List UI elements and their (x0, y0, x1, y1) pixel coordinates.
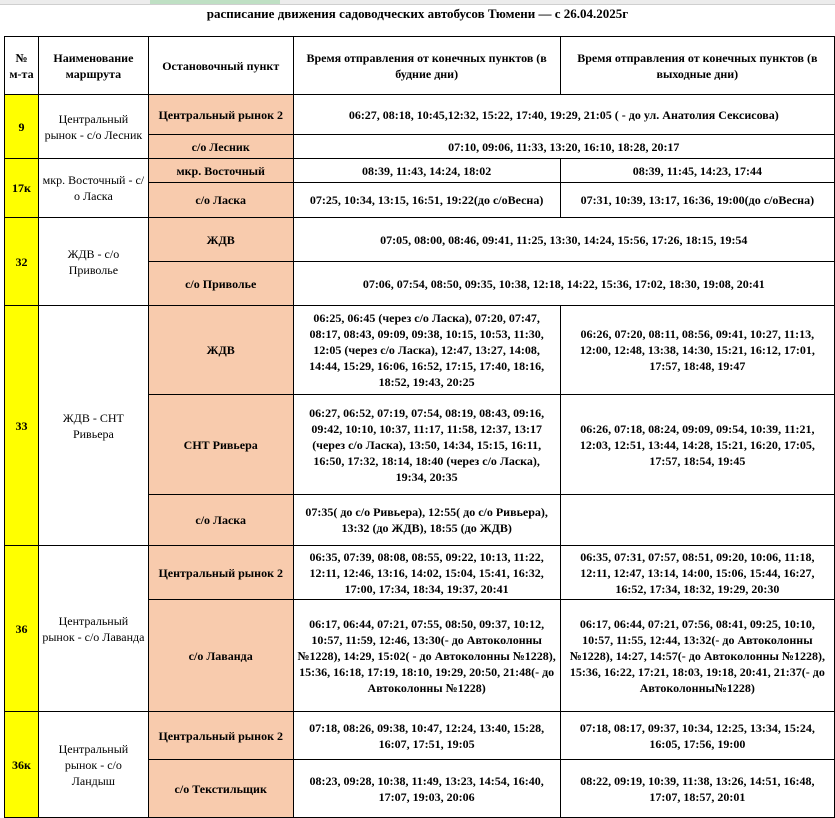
times-weekday: 06:27, 06:52, 07:19, 07:54, 08:19, 08:43, 09:16, 09:42, 10:10, 10:37, 11:17, 11:58, 12:37, 13:17 (через с/о Ласка), 13:50, 14:34, 15:15, 16:11, 16:50, 17:32, 18:14, 18:40 (через с/о Ласка), 19:34, 20:35 (293, 395, 560, 495)
route-number: 33 (5, 306, 39, 546)
times-weekend: 06:17, 06:44, 07:21, 07:56, 08:41, 09:25, 10:10, 10:57, 11:55, 12:44, 13:32(- до Автоколонны №1228), 14:27, 14:57(- до Автоколонны №1228), 15:36, 16:22, 17:21, 18:03, 19:18, 20:41, 21:37(- до Автоколонны№1228) (560, 600, 834, 712)
times-all: 07:10, 09:06, 11:33, 13:20, 16:10, 18:28, 20:17 (293, 135, 834, 159)
times-weekend: 06:26, 07:20, 08:11, 08:56, 09:41, 10:27, 11:13, 12:00, 12:48, 13:38, 14:30, 15:21, 16:12, 17:01, 17:57, 18:48, 19:47 (560, 306, 834, 395)
times-weekday: 06:25, 06:45 (через с/о Ласка), 07:20, 07:47, 08:17, 08:43, 09:09, 09:38, 10:15, 10:53, 11:30, 12:05 (через с/о Ласка), 12:47, 13:27, 14:08, 14:44, 15:29, 16:06, 16:52, 17:15, 17:40, 18:16, 18:52, 19:43, 20:25 (293, 306, 560, 395)
times-weekend (560, 495, 834, 546)
times-weekend: 08:39, 11:45, 14:23, 17:44 (560, 159, 834, 183)
stop-name: с/о Лесник (148, 135, 293, 159)
table-row (5, 159, 835, 183)
table-row (5, 95, 835, 135)
route-name: ЖДВ - с/о Приволье (38, 218, 148, 306)
header-weekday: Время отправления от конечных пунктов (в будние дни) (293, 37, 560, 95)
table-row (5, 546, 835, 600)
route-number: 9 (5, 95, 39, 159)
table-row (5, 712, 835, 760)
times-weekend: 06:26, 07:18, 08:24, 09:09, 09:54, 10:39, 11:21, 12:03, 12:51, 13:44, 14:28, 15:21, 16:20, 17:05, 17:57, 18:54, 19:45 (560, 395, 834, 495)
stop-name: Центральный рынок 2 (148, 95, 293, 135)
header-stop: Остановочный пункт (148, 37, 293, 95)
times-weekday: 06:17, 06:44, 07:21, 07:55, 08:50, 09:37, 10:12, 10:57, 11:59, 12:46, 13:30(- до Автоколонны №1228), 14:29, 15:02( - до Автоколонны №1228), 15:36, 16:18, 17:19, 18:10, 19:29, 20:50, 21:48(- до Автоколонны №1228) (293, 600, 560, 712)
stop-name: мкр. Восточный (148, 159, 293, 183)
route-number: 36 (5, 546, 39, 712)
page-title: расписание движения садоводческих автобусов Тюмени — с 26.04.2025г (206, 6, 629, 21)
stop-name: ЖДВ (148, 218, 293, 262)
times-weekday: 07:25, 10:34, 13:15, 16:51, 19:22(до с/оВесна) (293, 183, 560, 218)
times-weekend: 07:18, 08:17, 09:37, 10:34, 12:25, 13:34, 15:24, 16:05, 17:56, 19:00 (560, 712, 834, 760)
stop-name: с/о Текстильщик (148, 760, 293, 818)
times-weekday: 07:35( до с/о Ривьера), 12:55( до с/о Ривьера), 13:32 (до ЖДВ), 18:55 (до ЖДВ) (293, 495, 560, 546)
stop-name: Центральный рынок 2 (148, 712, 293, 760)
times-weekday: 08:39, 11:43, 14:24, 18:02 (293, 159, 560, 183)
stop-name: СНТ Ривьера (148, 395, 293, 495)
header-weekend: Время отправления от конечных пунктов (в выходные дни) (560, 37, 834, 95)
times-weekend: 07:31, 10:39, 13:17, 16:36, 19:00(до с/оВесна) (560, 183, 834, 218)
route-number: 17к (5, 159, 39, 218)
times-weekend: 06:35, 07:31, 07:57, 08:51, 09:20, 10:06, 11:18, 12:11, 12:47, 13:14, 14:00, 15:06, 15:44, 16:27, 16:52, 17:34, 18:32, 19:29, 20:30 (560, 546, 834, 600)
header-route: Наименование маршрута (38, 37, 148, 95)
times-weekday: 08:23, 09:28, 10:38, 11:49, 13:23, 14:54, 16:40, 17:07, 19:03, 20:06 (293, 760, 560, 818)
route-name: ЖДВ - СНТ Ривьера (38, 306, 148, 546)
times-all: 06:27, 08:18, 10:45,12:32, 15:22, 17:40, 19:29, 21:05 ( - до ул. Анатолия Сексисова) (293, 95, 834, 135)
route-number: 32 (5, 218, 39, 306)
stop-name: с/о Лаванда (148, 600, 293, 712)
table-row (5, 306, 835, 395)
times-weekday: 07:18, 08:26, 09:38, 10:47, 12:24, 13:40, 15:28, 16:07, 17:51, 19:05 (293, 712, 560, 760)
times-all: 07:06, 07:54, 08:50, 09:35, 10:38, 12:18, 14:22, 15:36, 17:02, 18:30, 19:08, 20:41 (293, 262, 834, 306)
stop-name: с/о Приволье (148, 262, 293, 306)
times-all: 07:05, 08:00, 08:46, 09:41, 11:25, 13:30, 14:24, 15:56, 17:26, 18:15, 19:54 (293, 218, 834, 262)
stop-name: с/о Ласка (148, 183, 293, 218)
times-weekday: 06:35, 07:39, 08:08, 08:55, 09:22, 10:13, 11:22, 12:11, 12:46, 13:16, 14:02, 15:04, 15:41, 16:32, 17:00, 17:34, 18:34, 19:37, 20:41 (293, 546, 560, 600)
header-num: № м-та (5, 37, 39, 95)
route-number: 36к (5, 712, 39, 818)
header-row (5, 37, 835, 95)
stop-name: ЖДВ (148, 306, 293, 395)
table-row (5, 218, 835, 262)
route-name: Центральный рынок - с/о Ландыш (38, 712, 148, 818)
schedule-table (4, 36, 835, 818)
route-name: Центральный рынок - с/о Лесник (38, 95, 148, 159)
stop-name: с/о Ласка (148, 495, 293, 546)
times-weekend: 08:22, 09:19, 10:39, 11:38, 13:26, 14:51, 16:48, 17:07, 18:57, 20:01 (560, 760, 834, 818)
route-name: Центральный рынок - с/о Лаванда (38, 546, 148, 712)
stop-name: Центральный рынок 2 (148, 546, 293, 600)
selected-column-header (150, 0, 280, 4)
route-name: мкр. Восточный - с/о Ласка (38, 159, 148, 218)
